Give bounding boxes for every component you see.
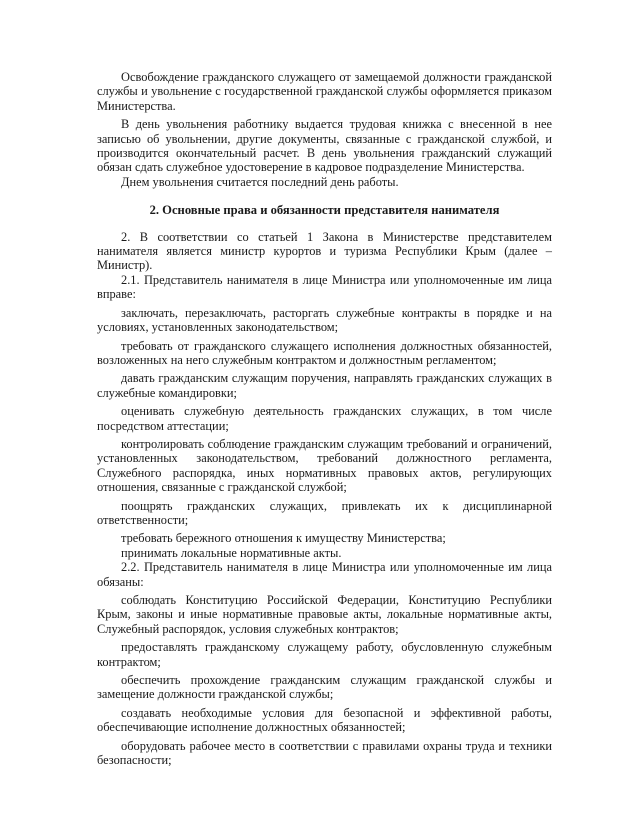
- rights-item: оценивать служебную деятельность гражданских служащих, в том числе посредством аттестации;: [97, 404, 552, 433]
- duties-item: обеспечить прохождение гражданским служащим гражданской службы и замещение должности гражданской службы;: [97, 673, 552, 702]
- duties-item: соблюдать Конституцию Российской Федерации, Конституцию Республики Крым, законы и иные нормативные правовые акты, локальные нормативные акты, Служебный распорядок, условия служебных контрактов;: [97, 593, 552, 636]
- section-intro-paragraph: 2. В соответствии со статьей 1 Закона в Министерстве представителем нанимателя является министр курортов и туризма Республики Крым (далее – Министр).: [97, 229, 552, 273]
- duties-item: оборудовать рабочее место в соответствии с правилами охраны труда и техники безопасности;: [97, 738, 552, 768]
- rights-item: принимать локальные нормативные акты.: [121, 545, 342, 560]
- rights-item: требовать от гражданского служащего исполнения должностных обязанностей, возложенных на него служебным контрактом и должностным регламентом;: [97, 338, 552, 367]
- rights-title: 2.1. Представитель нанимателя в лице Министра или уполномоченные им лица вправе:: [97, 272, 552, 302]
- rights-item: давать гражданским служащим поручения, направлять гражданских служащих в служебные командировки;: [97, 371, 552, 400]
- intro-paragraph-last-day: Днем увольнения считается последний день работы.: [121, 174, 399, 189]
- intro-paragraph-dismissal-day: В день увольнения работнику выдается трудовая книжка с внесенной в нее записью об увольнении, другие документы, связанные с гражданской службой, и производится окончательный расчет. В день увольнения гражданский служащий обязан сдать служебное удостоверение в кадровое подразделение Министерства.: [97, 117, 552, 175]
- intro-paragraph-dismissal-order: Освобождение гражданского служащего от замещаемой должности гражданской службы и увольнение с государственной гражданской службы оформляется приказом Министерства.: [97, 70, 552, 113]
- rights-item: требовать бережного отношения к имуществу Министерства;: [121, 531, 446, 546]
- duties-item: создавать необходимые условия для безопасной и эффективной работы, обеспечивающие исполнение должностных обязанностей;: [97, 705, 552, 735]
- rights-item: поощрять гражданских служащих, привлекать их к дисциплинарной ответственности;: [97, 498, 552, 527]
- document-page: [97, 70, 552, 767]
- rights-item: контролировать соблюдение гражданским служащим требований и ограничений, установленных законодательством, требований должностного регламента, Служебного распорядка, иных нормативных правовых актов, регулирующих отношения, связанные с гражданской службой;: [97, 436, 552, 495]
- duties-title: 2.2. Представитель нанимателя в лице Министра или уполномоченные им лица обязаны:: [97, 560, 552, 589]
- rights-item: заключать, перезаключать, расторгать служебные контракты в порядке и на условиях, установленных законодательством;: [97, 305, 552, 335]
- duties-item: предоставлять гражданскому служащему работу, обусловленную служебным контрактом;: [97, 640, 552, 669]
- section-heading: 2. Основные права и обязанности представителя нанимателя: [149, 203, 500, 218]
